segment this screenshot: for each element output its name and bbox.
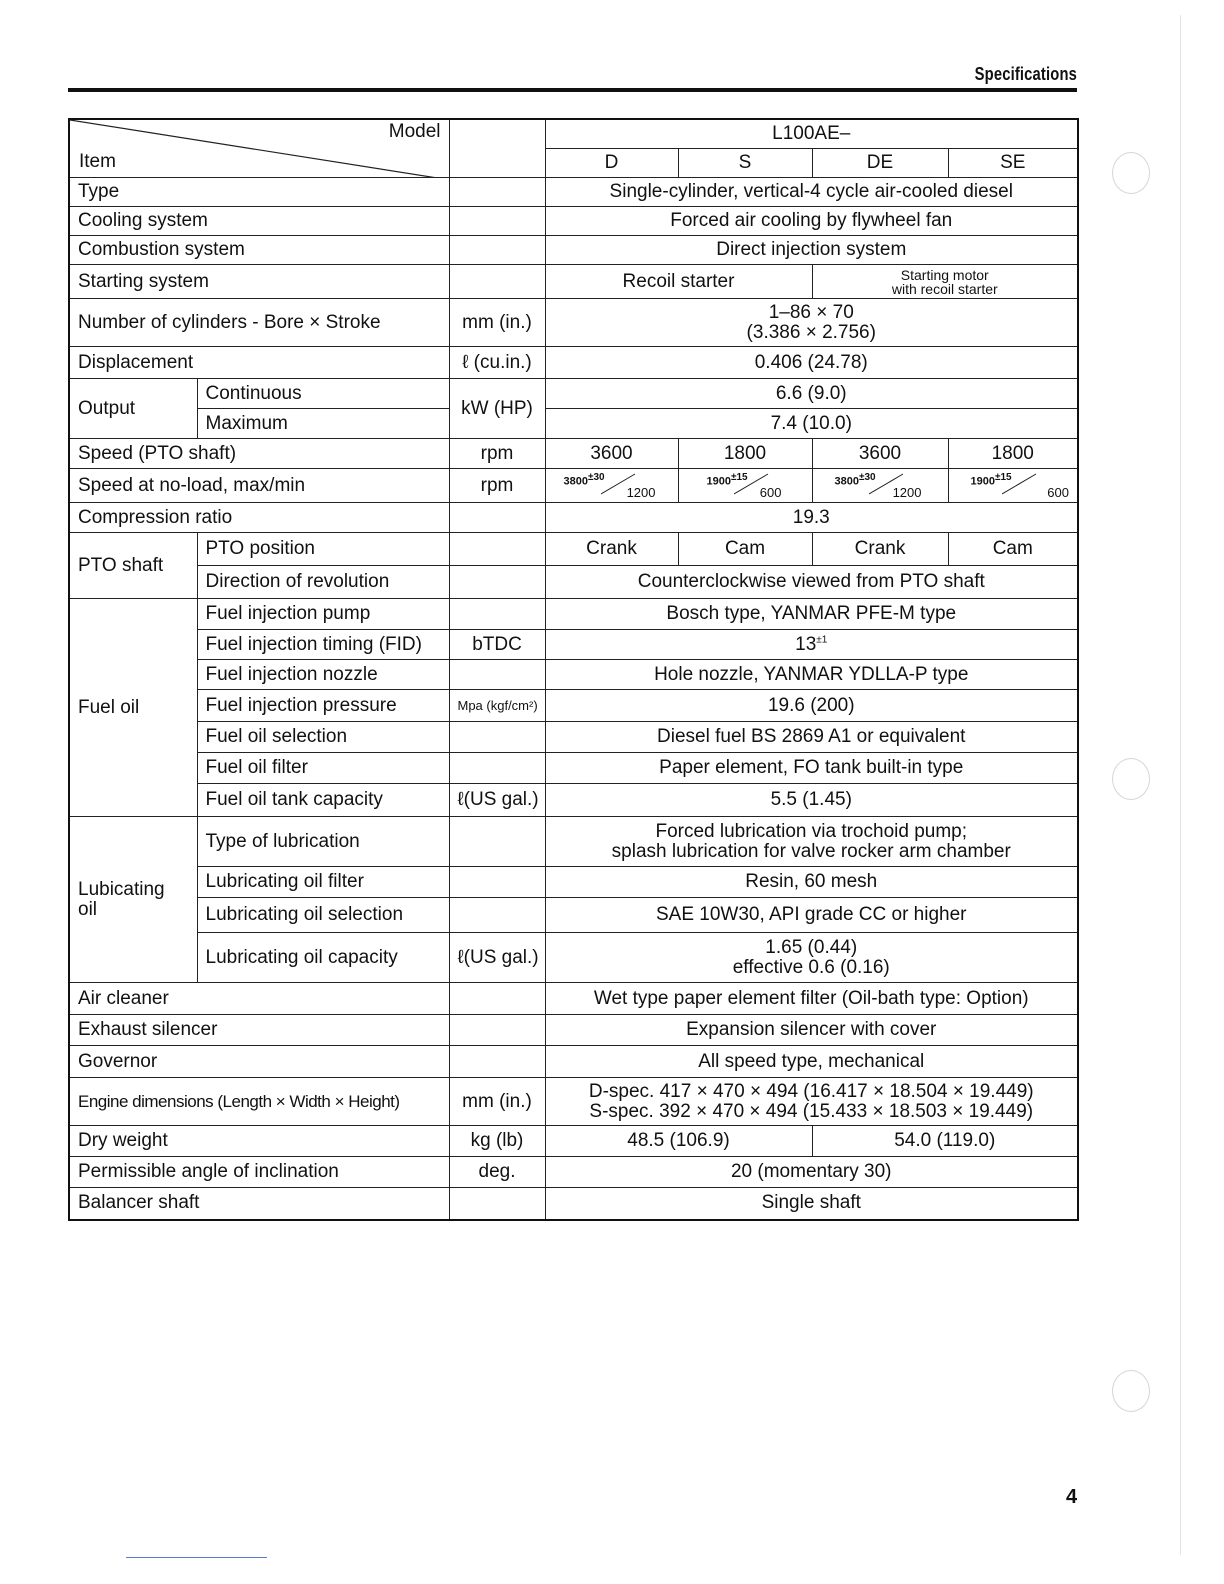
page-edge-line [1180,15,1181,1555]
table-row [69,566,1078,599]
speed-min: 600 [1047,484,1069,500]
page-header-title: Specifications [974,64,1077,84]
item-label: Fuel injection nozzle [197,660,449,690]
item-label: Speed (PTO shaft) [69,439,449,469]
table-row [69,690,1078,722]
item-label: Starting system [69,265,449,299]
spec-value: Expansion silencer with cover [545,1015,1078,1046]
item-label: Combustion system [69,236,449,265]
group-label-line: Lubicating [78,878,165,900]
table-row [69,599,1078,630]
unit-cell: mm (in.) [449,1078,545,1126]
table-row [69,379,1078,409]
spec-value: Cam [948,533,1078,566]
bottom-mark-line [126,1557,267,1558]
timing-value: 13 [795,633,817,655]
unit-cell: rpm [449,469,545,503]
table-row [69,533,1078,566]
group-label-line: oil [78,898,98,920]
item-label: Displacement [69,347,449,379]
unit-cell: ℓ(US gal.) [449,933,545,983]
speed-min: 1200 [626,484,656,500]
unit-cell: kW (HP) [449,379,545,439]
unit-cell [449,983,545,1015]
table-row [69,347,1078,379]
group-label: Fuel oil [69,599,197,817]
table-row [69,178,1078,207]
spec-value: 1800 [678,439,812,469]
unit-cell [449,236,545,265]
page-number: 4 [1066,1486,1078,1508]
spec-value: Cam [678,533,812,566]
spec-value: SAE 10W30, API grade CC or higher [545,898,1078,933]
variant-heading: D [545,149,678,178]
spec-value: Single-cylinder, vertical-4 cycle air-cooled diesel [545,178,1078,207]
spec-value-line: Starting motor [900,266,989,283]
item-label: PTO position [197,533,449,566]
unit-cell: deg. [449,1157,545,1188]
table-row [69,207,1078,236]
spec-value [545,299,1078,347]
spec-value: Wet type paper element filter (Oil-bath type: Option) [545,983,1078,1015]
speed-tolerance: ±15 [730,471,748,483]
timing-tolerance: ±1 [816,634,828,646]
spec-value [545,933,1078,983]
item-label: Continuous [197,379,449,409]
unit-cell [449,503,545,533]
table-row [69,236,1078,265]
item-label: Compression ratio [69,503,449,533]
unit-cell: Mpa (kgf/cm²) [449,690,545,722]
spec-value-line: D-spec. 417 × 470 × 494 (16.417 × 18.504 × 19.449) [588,1080,1034,1102]
unit-cell [449,178,545,207]
table-row [69,1046,1078,1078]
spec-value: 0.406 (24.78) [545,347,1078,379]
spec-value: Crank [812,533,948,566]
unit-cell [449,566,545,599]
unit-cell [449,1188,545,1220]
item-heading: Item [79,151,116,173]
variant-heading: S [678,149,812,178]
speed-range-cell [545,469,678,503]
spec-value: 48.5 (106.9) [545,1126,812,1157]
item-label: Balancer shaft [69,1188,449,1220]
item-label: Dry weight [69,1126,449,1157]
table-row [69,299,1078,347]
table-row [69,817,1078,867]
item-label: Direction of revolution [197,566,449,599]
item-label: Fuel oil tank capacity [197,784,449,817]
spec-value-line: S-spec. 392 × 470 × 494 (15.433 × 18.503 × 19.449) [589,1100,1034,1122]
spec-value: Counterclockwise viewed from PTO shaft [545,566,1078,599]
spec-value: Direct injection system [545,236,1078,265]
spec-value: Bosch type, YANMAR PFE-M type [545,599,1078,630]
item-label: Engine dimensions (Length × Width × Height) [69,1078,449,1126]
unit-cell [449,722,545,753]
spec-value: 6.6 (9.0) [545,379,1078,409]
unit-header-cell [449,119,545,178]
item-label: Fuel oil selection [197,722,449,753]
group-label [69,817,197,983]
specifications-table [68,118,1079,1221]
spec-value: All speed type, mechanical [545,1046,1078,1078]
speed-tolerance: ±30 [587,471,605,483]
spec-value: Hole nozzle, YANMAR YDLLA-P type [545,660,1078,690]
unit-cell: bTDC [449,630,545,660]
table-row [69,753,1078,784]
item-label: Maximum [197,409,449,439]
table-row [69,722,1078,753]
item-label: Lubricating oil filter [197,867,449,898]
item-label: Type of lubrication [197,817,449,867]
table-row [69,503,1078,533]
group-label: PTO shaft [69,533,197,599]
spec-value-line: effective 0.6 (0.16) [732,956,890,978]
spec-value: Forced air cooling by flywheel fan [545,207,1078,236]
spec-value: 20 (momentary 30) [545,1157,1078,1188]
unit-cell: kg (lb) [449,1126,545,1157]
speed-max: 3800 [563,475,588,488]
item-label: Exhaust silencer [69,1015,449,1046]
binder-hole [1112,1370,1150,1412]
speed-range-cell [812,469,948,503]
item-label: Fuel oil filter [197,753,449,784]
speed-min: 600 [759,484,782,500]
unit-cell [449,898,545,933]
unit-cell: rpm [449,439,545,469]
unit-cell [449,660,545,690]
speed-range-cell [678,469,812,503]
speed-tolerance: ±30 [858,471,876,483]
spec-value [545,817,1078,867]
table-row [69,1078,1078,1126]
spec-value: Resin, 60 mesh [545,867,1078,898]
spec-value: Recoil starter [545,265,812,299]
binder-hole [1112,152,1150,194]
header-rule [68,88,1077,92]
spec-value [545,1078,1078,1126]
unit-cell [449,599,545,630]
unit-cell [449,533,545,566]
model-heading: Model [388,121,441,142]
spec-value: 3600 [812,439,948,469]
item-label: Lubricating oil capacity [197,933,449,983]
unit-cell [449,1046,545,1078]
spec-value: 5.5 (1.45) [545,784,1078,817]
binder-hole [1112,758,1150,800]
table-row [69,265,1078,299]
spec-value-line: (3.386 × 2.756) [746,321,876,343]
speed-range-cell [948,469,1078,503]
unit-cell [449,753,545,784]
group-label: Output [69,379,197,439]
table-row [69,898,1078,933]
item-label: Cooling system [69,207,449,236]
item-label: Speed at no-load, max/min [69,469,449,503]
table-row [69,1015,1078,1046]
table-row [69,409,1078,439]
table-row [69,630,1078,660]
spec-value: Diesel fuel BS 2869 A1 or equivalent [545,722,1078,753]
item-label: Lubricating oil selection [197,898,449,933]
table-row [69,784,1078,817]
unit-cell [449,1015,545,1046]
unit-cell [449,207,545,236]
item-label: Fuel injection timing (FID) [197,630,449,660]
unit-cell: mm (in.) [449,299,545,347]
spec-value [812,265,1078,299]
spec-value [545,630,1078,660]
table-row [69,469,1078,503]
unit-cell [449,867,545,898]
speed-max: 1900 [970,475,995,488]
item-label: Governor [69,1046,449,1078]
spec-value: 19.3 [545,503,1078,533]
spec-value-line: 1.65 (0.44) [765,936,858,958]
table-row [69,660,1078,690]
spec-value: Paper element, FO tank built-in type [545,753,1078,784]
unit-cell [449,265,545,299]
spec-value: Single shaft [545,1188,1078,1220]
variant-heading: DE [812,149,948,178]
spec-value: 54.0 (119.0) [812,1126,1078,1157]
speed-max: 1900 [706,475,731,488]
table-header-row [69,119,1078,149]
model-series-heading: L100AE– [545,119,1078,149]
spec-value-line: with recoil starter [891,280,998,297]
spec-value-line: Forced lubrication via trochoid pump; [655,820,968,842]
spec-value-line: 1–86 × 70 [768,301,854,323]
item-label: Air cleaner [69,983,449,1015]
unit-cell [449,817,545,867]
unit-cell: ℓ(US gal.) [449,784,545,817]
spec-value: 7.4 (10.0) [545,409,1078,439]
speed-min: 1200 [892,484,922,500]
model-item-corner-cell [69,119,449,178]
item-label: Fuel injection pressure [197,690,449,722]
unit-cell: ℓ (cu.in.) [449,347,545,379]
table-row [69,1126,1078,1157]
item-label: Type [69,178,449,207]
table-row [69,1157,1078,1188]
range-slash [1002,473,1038,495]
item-label: Number of cylinders - Bore × Stroke [69,299,449,347]
spec-value: 3600 [545,439,678,469]
spec-value: 1800 [948,439,1078,469]
item-label: Permissible angle of inclination [69,1157,449,1188]
table-row [69,1188,1078,1220]
spec-value: Crank [545,533,678,566]
speed-max: 3800 [834,475,859,488]
speed-tolerance: ±15 [994,471,1012,483]
table-row [69,933,1078,983]
variant-heading: SE [948,149,1078,178]
table-row [69,439,1078,469]
item-label: Fuel injection pump [197,599,449,630]
spec-value: 19.6 (200) [545,690,1078,722]
table-row [69,867,1078,898]
table-row [69,983,1078,1015]
spec-value-line: splash lubrication for valve rocker arm chamber [611,840,1011,862]
